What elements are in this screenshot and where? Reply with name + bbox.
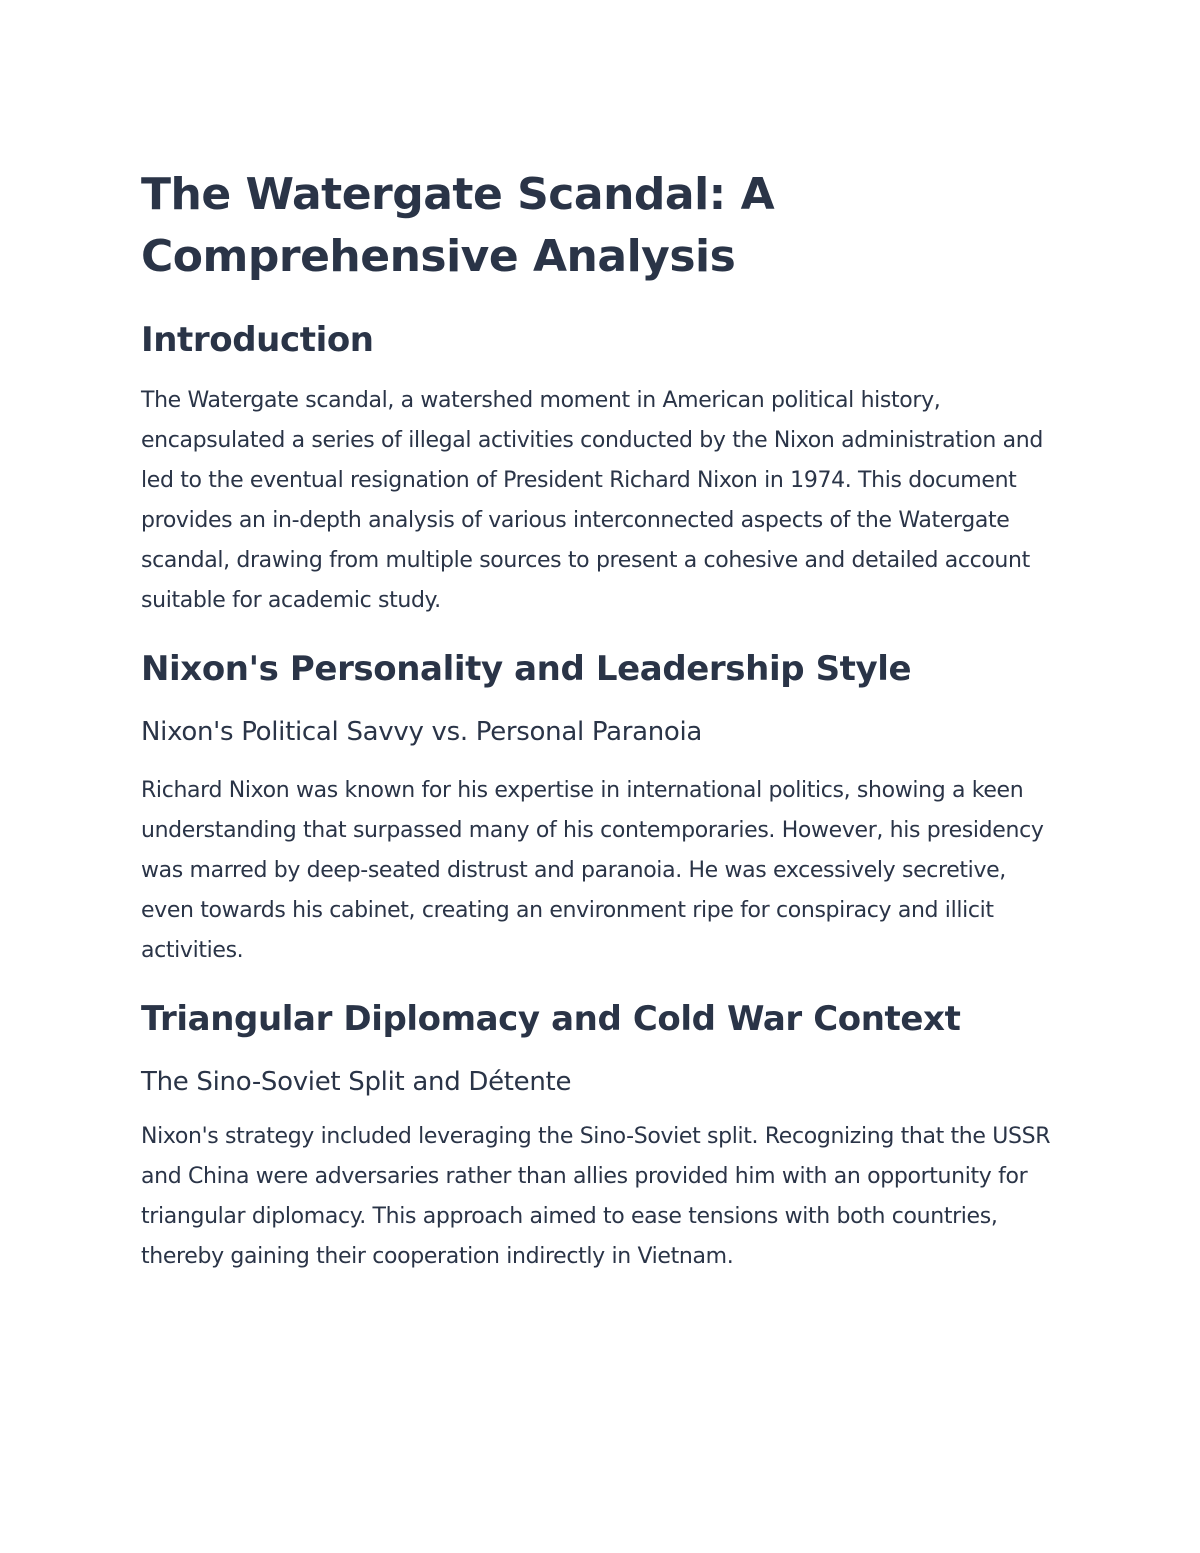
section-heading-introduction: Introduction xyxy=(141,320,374,360)
section-heading-nixon-personality: Nixon's Personality and Leadership Style xyxy=(141,649,912,689)
introduction-paragraph: The Watergate scandal, a watershed moment in American political history, encapsulated a series of illegal activities conducted by the Nixon administration and led to the eventual resignation of President Richard Nixon in 1974. This document provides an in-depth analysis of various interconnected aspects of the Watergate scandal, drawing from multiple sources to present a cohesive and detailed account suitable for academic study. xyxy=(141,388,1043,613)
document-title: The Watergate Scandal: A Comprehensive Analysis xyxy=(141,169,775,282)
triangular-diplomacy-paragraph: Nixon's strategy included leveraging the Sino-Soviet split. Recognizing that the USSR and China were adversaries rather than allies provided him with an opportunity for triangular diplomacy. This approach aimed to ease tensions with both countries, thereby gaining their cooperation indirectly in Vietnam. xyxy=(141,1124,1051,1269)
subheading-sino-soviet-split: The Sino-Soviet Split and Détente xyxy=(141,1067,572,1097)
subheading-political-savvy: Nixon's Political Savvy vs. Personal Paranoia xyxy=(141,717,703,747)
document-page xyxy=(141,164,1061,1277)
section-heading-triangular-diplomacy: Triangular Diplomacy and Cold War Context xyxy=(141,999,961,1039)
nixon-personality-paragraph: Richard Nixon was known for his expertise in international politics, showing a keen understanding that surpassed many of his contemporaries. However, his presidency was marred by deep-seated distrust and paranoia. He was excessively secretive, even towards his cabinet, creating an environment ripe for conspiracy and illicit activities. xyxy=(141,778,1044,963)
